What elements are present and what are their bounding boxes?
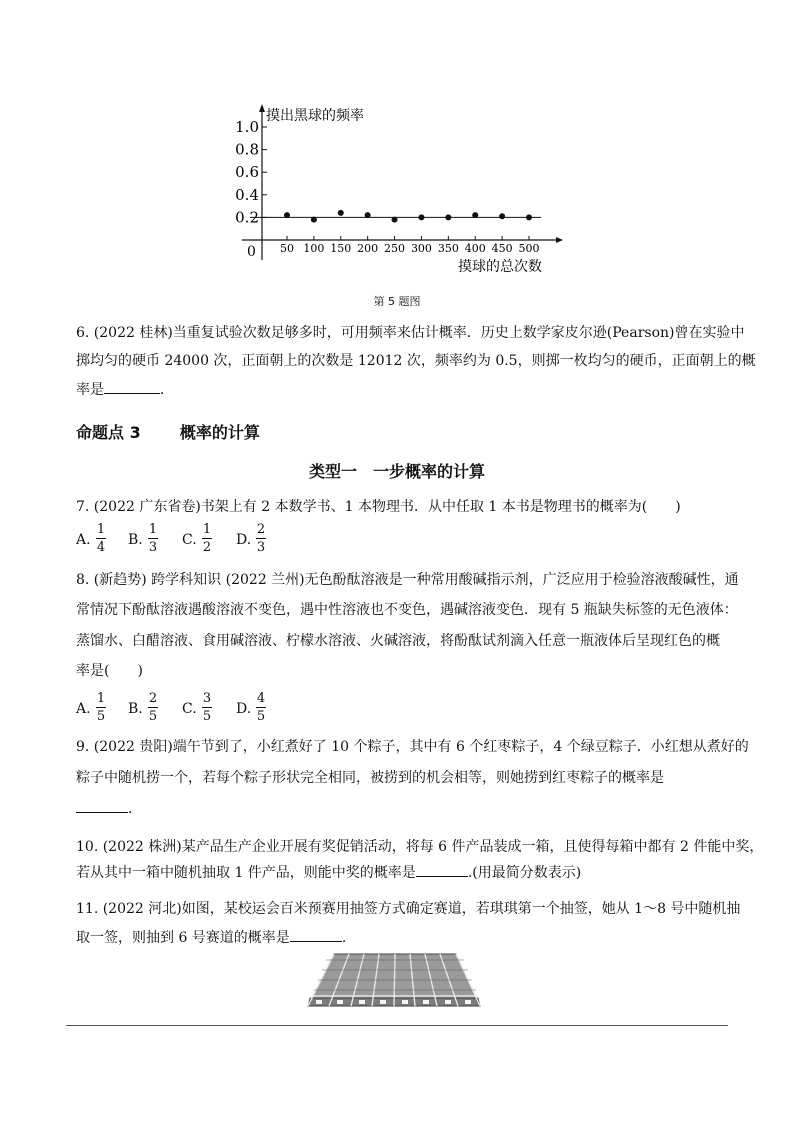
- y-axis-arrow: [259, 104, 265, 112]
- section-title: 概率的计算: [179, 423, 260, 442]
- q7-options: [76, 522, 376, 562]
- q10-suffix: .(用最简分数表示): [467, 865, 582, 881]
- x-axis-arrow: [556, 237, 563, 243]
- option-letter: B.: [128, 532, 143, 548]
- data-point: [526, 214, 532, 220]
- fraction-bar: [96, 707, 106, 708]
- figure-caption: 第 5 题图: [373, 295, 421, 308]
- y-tick-label: 0.8: [235, 140, 259, 159]
- fraction-bar: [256, 707, 266, 708]
- q9-line2: 粽子中随机捞一个，若每个粽子形状完全相同，被捞到的机会相等，则她捞到红枣粽子的概率是: [76, 770, 664, 786]
- q10-answer-blank[interactable]: [416, 862, 468, 877]
- option-fraction: [256, 691, 266, 724]
- option-letter: D.: [236, 532, 252, 548]
- fraction-denominator: 5: [148, 709, 158, 724]
- q11-answer-blank[interactable]: [290, 927, 342, 942]
- x-axis-label: 摸球的总次数: [458, 259, 542, 275]
- origin-label: 0: [247, 244, 256, 260]
- option-fraction: [256, 522, 266, 555]
- y-axis-label: 摸出黑球的频率: [266, 108, 364, 124]
- x-tick-label: 350: [437, 242, 459, 255]
- q9-suffix: ．: [128, 801, 142, 817]
- q11-suffix: .: [341, 930, 347, 946]
- q8-line4: 率是( ): [76, 663, 143, 679]
- option-fraction: [96, 522, 106, 555]
- fraction-denominator: 4: [96, 540, 106, 555]
- y-tick-label: 0.2: [235, 208, 259, 227]
- q6-answer-blank[interactable]: [104, 379, 160, 394]
- x-tick-label: 250: [384, 242, 406, 255]
- x-tick-label: 400: [464, 242, 486, 255]
- option-letter: C.: [182, 701, 197, 717]
- option-fraction: [202, 522, 212, 555]
- x-tick-label: 450: [491, 242, 513, 255]
- data-point: [445, 214, 451, 220]
- fraction-denominator: 3: [256, 540, 266, 555]
- q6-line3: [76, 379, 174, 400]
- frequency-scatter-chart: [226, 100, 576, 280]
- data-point: [418, 214, 424, 220]
- q8-line3: 蒸馏水、白醋溶液、食用碱溶液、柠檬水溶液、火碱溶液，将酚酞试剂滴入任意一瓶液体后呈现红色的概: [76, 633, 720, 649]
- fraction-bar: [202, 538, 212, 539]
- option-fraction: [148, 691, 158, 724]
- x-tick-label: 200: [357, 242, 379, 255]
- data-point: [499, 213, 505, 219]
- y-tick-label: 0.6: [235, 163, 259, 182]
- q7-stem: 7. (2022 广东省卷)书架上有 2 本数学书、1 本物理书．从中任取 1 本书是物理书的概率为( ): [76, 499, 681, 515]
- option-letter: B.: [128, 701, 143, 717]
- fraction-bar: [148, 538, 158, 539]
- option-fraction: [148, 522, 158, 555]
- section-heading: [76, 420, 260, 443]
- fraction-denominator: 5: [202, 709, 212, 724]
- page-footer-rule: [66, 1025, 728, 1026]
- fraction-numerator: 2: [256, 522, 266, 537]
- option-fraction: [202, 691, 212, 724]
- q10-line1: 10. (2022 株洲)某产品生产企业开展有奖促销活动，将每 6 件产品装成一箱，且使得每箱中都有 2 件能中奖，: [76, 839, 764, 855]
- subsection-heading: 类型一 一步概率的计算: [308, 462, 485, 481]
- x-tick-label: 150: [330, 242, 352, 255]
- data-point: [392, 217, 398, 223]
- option-letter: C.: [182, 532, 197, 548]
- q8-options: [76, 691, 376, 731]
- option-fraction: [96, 691, 106, 724]
- q9-line1: 9. (2022 贵阳)端午节到了，小红煮好了 10 个粽子，其中有 6 个红枣粽子，4 个绿豆粽子．小红想从煮好的: [76, 739, 749, 755]
- fraction-numerator: 4: [256, 691, 266, 706]
- fraction-numerator: 3: [202, 691, 212, 706]
- q8-line1: 8. (新趋势) 跨学科知识 (2022 兰州)无色酚酞溶液是一种常用酸碱指示剂，广泛应用于检验溶液酸碱性，通: [76, 572, 739, 588]
- fraction-numerator: 1: [96, 522, 106, 537]
- race-track-illustration: [306, 950, 482, 1012]
- q6-suffix: ．: [160, 382, 174, 398]
- fraction-denominator: 3: [148, 540, 158, 555]
- q9-line3: [76, 798, 142, 819]
- data-point: [338, 210, 344, 216]
- option-letter: A.: [76, 701, 91, 717]
- data-point: [472, 212, 478, 218]
- q11-line2: [76, 927, 346, 948]
- fraction-bar: [148, 707, 158, 708]
- fraction-numerator: 1: [148, 522, 158, 537]
- y-tick-label: 0.4: [235, 185, 259, 204]
- fraction-numerator: 2: [148, 691, 158, 706]
- fraction-denominator: 5: [256, 709, 266, 724]
- y-tick-label: 1.0: [235, 118, 259, 136]
- fraction-denominator: 2: [202, 540, 212, 555]
- fraction-denominator: 5: [96, 709, 106, 724]
- x-tick-label: 100: [303, 242, 325, 255]
- q11-line1: 11. (2022 河北)如图，某校运会百米预赛用抽签方式确定赛道，若琪琪第一个抽签，她从 1～8 号中随机抽: [76, 901, 741, 917]
- fraction-numerator: 1: [96, 691, 106, 706]
- q6-prefix: 率是: [76, 382, 104, 398]
- x-tick-label: 500: [518, 242, 540, 255]
- fraction-bar: [202, 707, 212, 708]
- q10-prefix: 若从其中一箱中随机抽取 1 件产品，则能中奖的概率是: [76, 865, 416, 881]
- option-letter: D.: [236, 701, 252, 717]
- q11-prefix: 取一签，则抽到 6 号赛道的概率是: [76, 930, 290, 946]
- fraction-bar: [96, 538, 106, 539]
- fraction-bar: [256, 538, 266, 539]
- x-tick-label: 300: [410, 242, 432, 255]
- x-tick-label: 50: [280, 242, 294, 255]
- q8-line2: 常情况下酚酞溶液遇酸溶液不变色，遇中性溶液也不变色，遇碱溶液变色．现有 5 瓶缺失标签的无色液体：: [76, 602, 738, 618]
- q10-line2: [76, 862, 581, 883]
- fraction-numerator: 1: [202, 522, 212, 537]
- q6-line2: 掷均匀的硬币 24000 次，正面朝上的次数是 12012 次，频率约为 0.5，则掷一枚均匀的硬币，正面朝上的概: [76, 353, 756, 369]
- data-point: [284, 212, 290, 218]
- data-point: [311, 217, 317, 223]
- data-point: [365, 212, 371, 218]
- q9-answer-blank[interactable]: [76, 798, 128, 813]
- section-number: 命题点 3: [76, 423, 141, 442]
- option-letter: A.: [76, 532, 91, 548]
- q6-line1: 6. (2022 桂林)当重复试验次数足够多时，可用频率来估计概率．历史上数学家皮尔逊(Pearson)曾在实验中: [76, 325, 745, 341]
